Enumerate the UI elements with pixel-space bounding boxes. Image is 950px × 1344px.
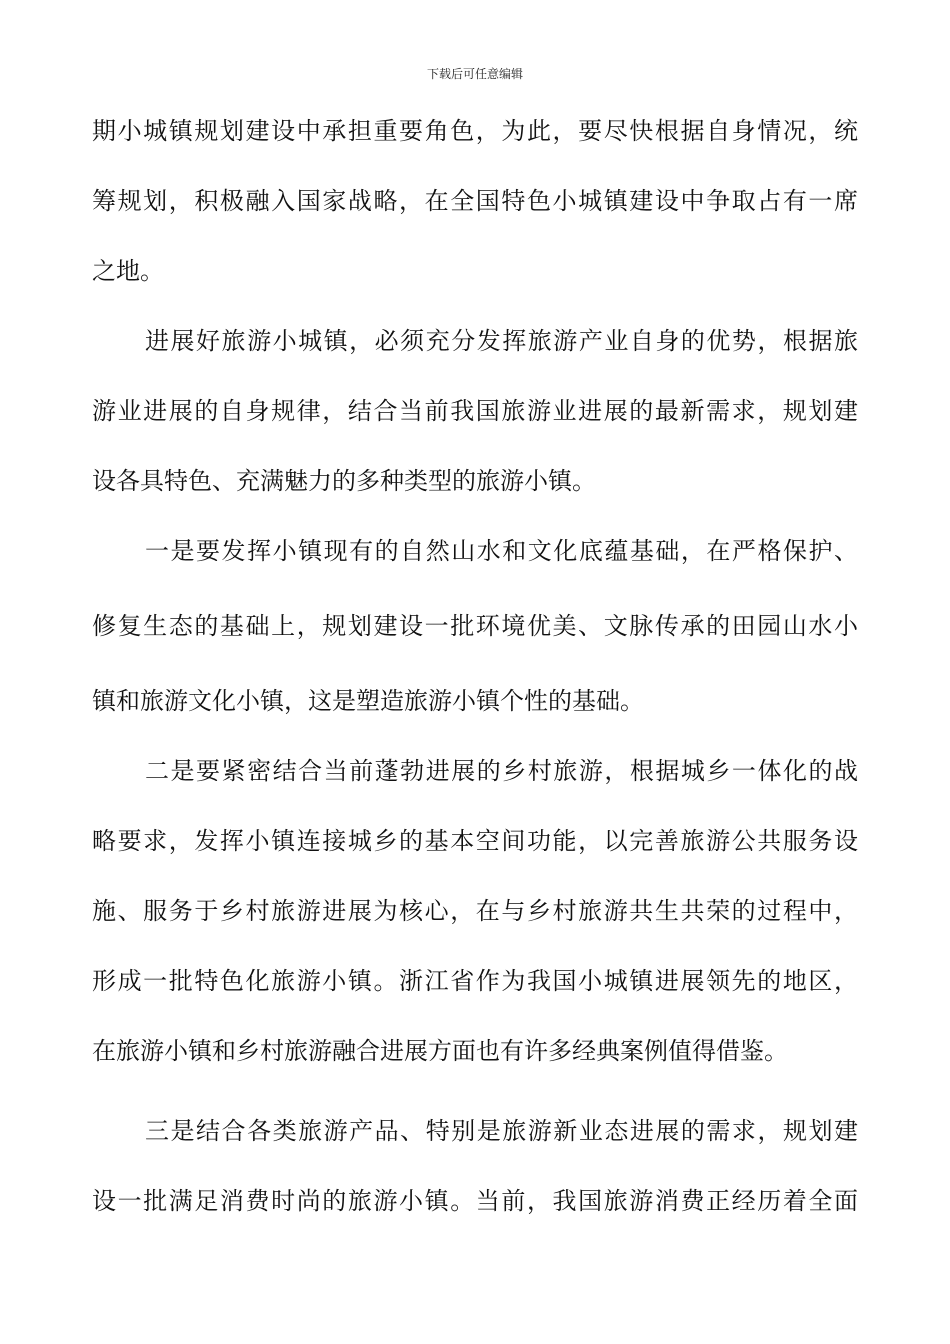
text-line: 进展好旅游小城镇，必须充分发挥旅游产业自身的优势，根据旅: [145, 327, 858, 355]
text-line: 镇和旅游文化小镇，这是塑造旅游小镇个性的基础。: [92, 687, 644, 715]
text-line: 三是结合各类旅游产品、特别是旅游新业态进展的需求，规划建: [145, 1117, 858, 1145]
text-line: 施、服务于乡村旅游进展为核心，在与乡村旅游共生共荣的过程中，: [92, 897, 858, 925]
text-line: 形成一批特色化旅游小镇。浙江省作为我国小城镇进展领先的地区，: [92, 967, 858, 995]
text-line: 一是要发挥小镇现有的自然山水和文化底蕴基础，在严格保护、: [145, 537, 858, 565]
text-line: 之地。: [92, 257, 164, 285]
text-line: 期小城镇规划建设中承担重要角色，为此，要尽快根据自身情况，统: [92, 117, 858, 145]
text-line: 在旅游小镇和乡村旅游融合进展方面也有许多经典案例值得借鉴。: [92, 1037, 788, 1065]
text-line: 修复生态的基础上，规划建设一批环境优美、文脉传承的田园山水小: [92, 612, 858, 640]
text-line: 设各具特色、充满魅力的多种类型的旅游小镇。: [92, 467, 596, 495]
header-note: 下载后可任意编辑: [426, 67, 523, 81]
text-line: 设一批满足消费时尚的旅游小镇。当前，我国旅游消费正经历着全面: [92, 1187, 858, 1215]
text-line: 略要求，发挥小镇连接城乡的基本空间功能，以完善旅游公共服务设: [92, 827, 858, 855]
text-line: 二是要紧密结合当前蓬勃进展的乡村旅游，根据城乡一体化的战: [145, 757, 858, 785]
text-line: 游业进展的自身规律，结合当前我国旅游业进展的最新需求，规划建: [92, 397, 858, 425]
text-line: 筹规划，积极融入国家战略，在全国特色小城镇建设中争取占有一席: [92, 187, 858, 215]
